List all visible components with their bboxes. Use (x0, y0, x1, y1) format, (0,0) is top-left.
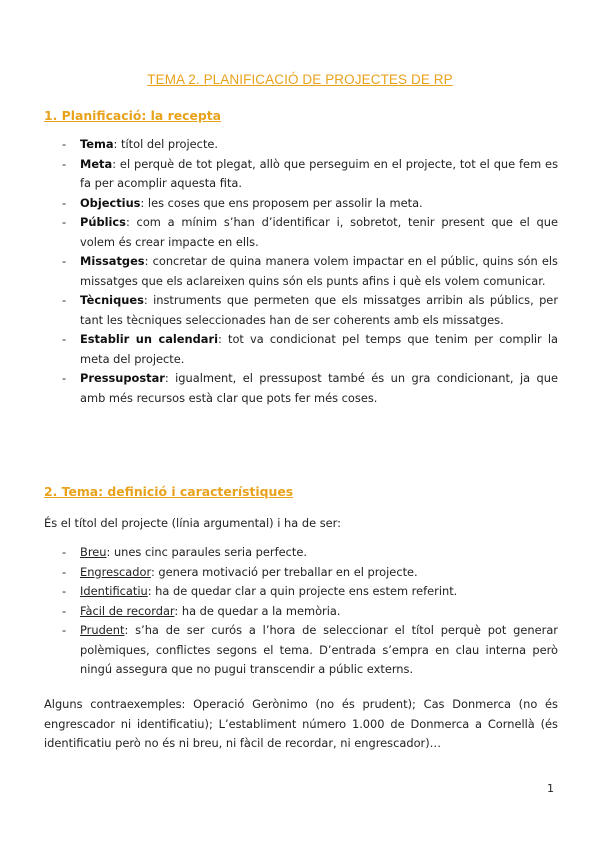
list-term: Pressupostar (80, 371, 165, 385)
list-item (62, 369, 558, 408)
list-text: : unes cinc paraules seria perfecte. (106, 545, 307, 559)
list-term: Establir un calendari (80, 332, 219, 346)
section-heading-tema: 2. Tema: definició i característiques (44, 484, 294, 499)
list-item (62, 543, 558, 563)
list-text: : tot va condicionat pel temps que tenim per complir la meta del projecte. (80, 332, 558, 366)
list-item (62, 621, 558, 680)
list-item (62, 135, 558, 155)
list-term: Prudent (80, 623, 125, 637)
list-text: : ha de quedar a la memòria. (174, 603, 341, 618)
characteristics-list (62, 543, 558, 680)
list-item (62, 194, 558, 214)
recipe-list (62, 135, 558, 408)
list-text: : genera motivació per treballar en el projecte. (150, 564, 418, 579)
list-term: Objectius (80, 195, 141, 210)
list-term: Públics (80, 215, 126, 229)
section-intro: És el títol del projecte (línia argumental) i ha de ser: (44, 516, 341, 530)
list-text: : ha de quedar clar a quin projecte ens estem referint. (147, 584, 458, 598)
list-text: : instruments que permeten que els missatges arribin als públics, per tant les tècniques seleccionades han de ser coherents amb els missatges. (80, 293, 558, 327)
list-term: Breu (80, 545, 107, 559)
list-item (62, 563, 558, 583)
list-term: Tema (80, 137, 114, 151)
list-text: : concretar de quina manera volem impactar en el públic, quins són els missatges que els aclareixen quins són els punts afins i què els volem comunicar. (80, 254, 558, 288)
counterexamples-paragraph: Alguns contraexemples: Operació Gerònimo (no és prudent); Cas Donmerca (no és engrescador ni identificatiu); L’establiment número 1.000 de Donmerca a Cornellà (és identificatiu però no és ni breu, ni fàcil de recordar, ni engrescador)… (44, 697, 558, 750)
page-number: 1 (547, 782, 554, 795)
list-item (62, 252, 558, 291)
list-item (62, 213, 558, 252)
list-text: : s’ha de ser curós a l’hora de seleccionar el títol perquè pot generar polèmiques, conflictes segons el tema. D’entrada s’empra en clau interna però ningú assegura que no pugui transcendir a públic externs. (80, 623, 558, 676)
list-text: : el perquè de tot plegat, allò que perseguim en el projecte, tot el que fem es fa per acomplir aquesta fita. (80, 156, 558, 190)
section-heading-planificacio: 1. Planificació: la recepta (44, 108, 222, 123)
list-text: : les coses que ens proposem per assolir la meta. (140, 195, 423, 210)
list-term: Tècniques (80, 293, 144, 307)
list-term: Fàcil de recordar (80, 603, 175, 618)
list-term: Identificatiu (80, 584, 148, 598)
list-text: : títol del projecte. (113, 137, 219, 151)
list-item (62, 291, 558, 330)
list-term: Engrescador (80, 564, 151, 579)
list-text: : com a mínim s’han d’identificar i, sobretot, tenir present que el que volem és crear impacte en ells. (80, 215, 558, 249)
document-title: TEMA 2. PLANIFICACIÓ DE PROJECTES DE RP (147, 72, 453, 87)
list-item (62, 602, 558, 622)
list-term: Missatges (80, 254, 145, 268)
list-item (62, 582, 558, 602)
list-term: Meta (80, 156, 113, 171)
list-item (62, 155, 558, 194)
list-text: : igualment, el pressupost també és un gra condicionant, ja que amb més recursos està clar que pots fer més coses. (80, 371, 558, 405)
list-item (62, 330, 558, 369)
